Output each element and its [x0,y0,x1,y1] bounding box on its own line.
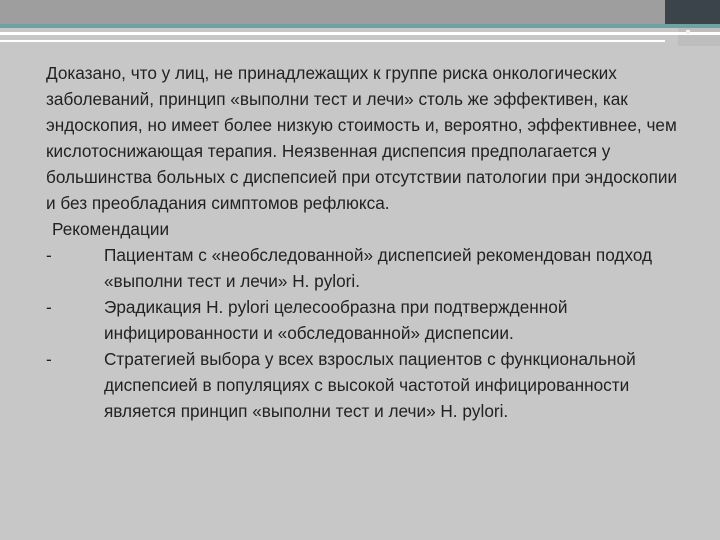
corner-dark-block [665,0,720,24]
recommendation-item [46,294,686,346]
recommendation-text: Эрадикация H. pylori целесообразна при подтвержденной инфицированности и «обследованной» диспепсии. [104,297,568,343]
recommendation-item [46,346,686,424]
teal-divider-line [0,24,720,28]
white-divider-line-thin [0,40,665,42]
recommendation-item [46,242,686,294]
top-decor-bar [0,0,720,24]
white-divider-line [0,32,720,35]
recommendation-text: Пациентам с «необследованной» диспепсией рекомендован подход «выполни тест и лечи» H. pylori. [104,245,653,291]
slide-body [46,60,686,424]
bullet-marker: - [46,297,52,317]
bullet-marker: - [46,349,52,369]
intro-paragraph: Доказано, что у лиц, не принадлежащих к группе риска онкологических заболеваний, принцип «выполни тест и лечи» столь же эффективен, как эндоскопия, но имеет более низкую стоимость и, вероятно, эффективнее, чем кислотоснижающая терапия. Неязвенная диспепсия предполагается у большинства больных с диспепсией при отсутствии патологии при эндоскопии и без преобладания симптомов рефлюкса. [46,63,678,213]
corner-accent-mark [686,30,690,34]
bullet-marker: - [46,245,52,265]
corner-shade [678,28,720,46]
recommendations-heading: Рекомендации [52,219,170,239]
recommendation-text: Стратегией выбора у всех взрослых пациентов с функциональной диспепсией в популяциях с высокой частотой инфицированности является принцип «выполни тест и лечи» H. pylori. [104,349,636,421]
